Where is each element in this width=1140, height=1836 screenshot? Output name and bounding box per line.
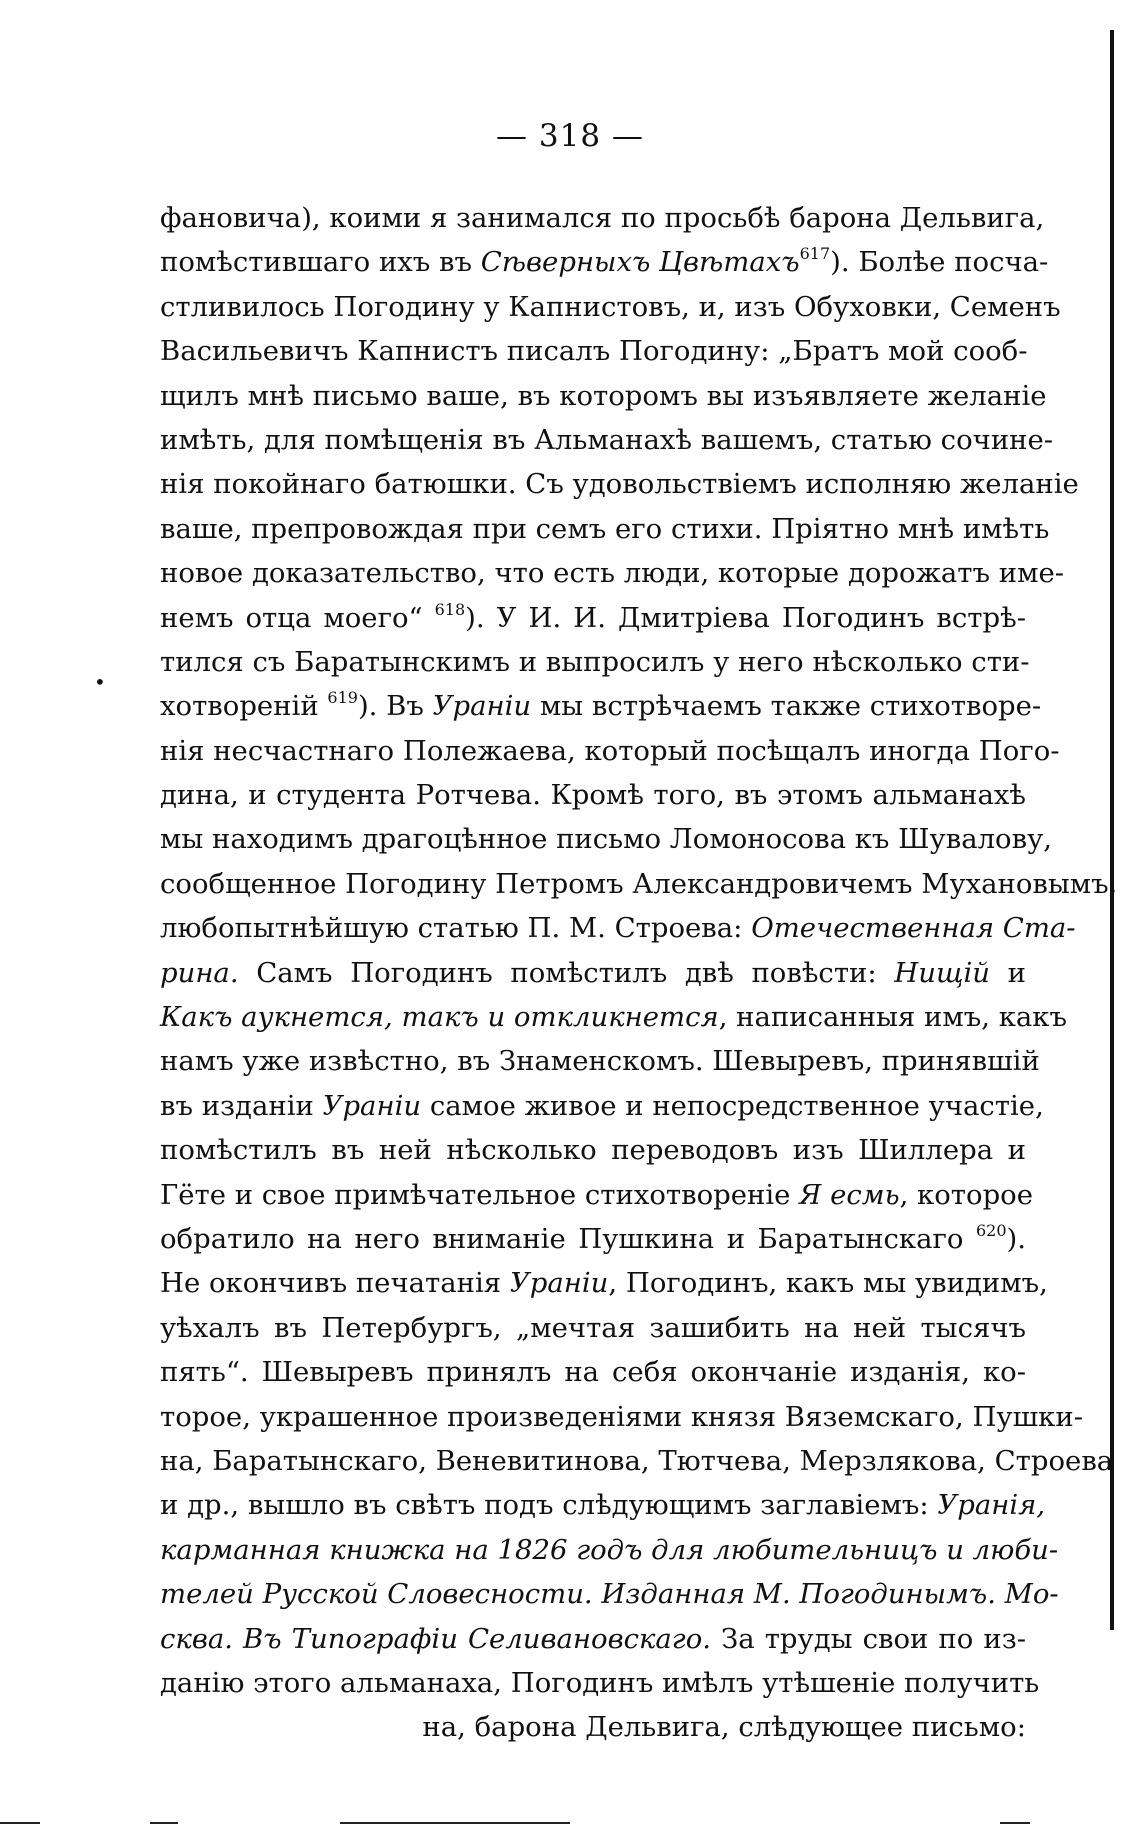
footnote-ref: 620 — [975, 1220, 1007, 1240]
text-line: немъ отца моего“ $^{618}$). У И. И. Дмитріева Погодинъ встрѣ- — [160, 599, 1026, 634]
text-line: Васильевичъ Капнистъ писалъ Погодину: „Братъ мой сооб- — [160, 335, 1028, 368]
text-line: данію этого альманаха, Погодинъ имѣлъ утѣшеніе получить — [160, 1666, 1040, 1699]
text-line: помѣстилъ въ ней нѣсколько переводовъ изъ Шиллера и — [160, 1134, 1026, 1167]
bottom-rule — [150, 1822, 178, 1824]
text-line: уѣхалъ въ Петербургъ, „мечтая зашибить на ней тысячъ — [160, 1311, 1026, 1344]
text-line: въ изданіи Ураніи самое живое и непосредственное участіе, — [160, 1089, 1044, 1122]
margin-mark: • — [94, 670, 106, 694]
bottom-rule — [1000, 1822, 1030, 1824]
text-line: и др., вышло въ свѣтъ подъ слѣдующимъ заглавіемъ: Уранія, — [160, 1489, 1046, 1522]
footnote-ref: 617 — [799, 244, 831, 264]
text-line: стливилось Погодину у Капнистовъ, и, изъ Обуховки, Семенъ — [160, 290, 1061, 323]
text-line: ваше, препровождая при семъ его стихи. Пріятно мнѣ имѣть — [160, 512, 1050, 545]
text-line: пять“. Шевыревъ принялъ на себя окончаніе изданія, ко- — [160, 1356, 1026, 1389]
page-number: — 318 — — [496, 118, 644, 154]
text-line: тился съ Баратынскимъ и выпросилъ у него нѣсколько сти- — [160, 645, 1030, 678]
text-line: имѣть, для помѣщенія въ Альманахѣ вашемъ, статью сочине- — [160, 423, 1054, 456]
text-line: рина. Самъ Погодинъ помѣстилъ двѣ повѣсти: Нищій и — [160, 956, 1026, 989]
text-line: новое доказательство, что есть люди, которые дорожатъ име- — [160, 557, 1065, 590]
text-line: карманная книжка на 1826 годъ для любительницъ и люби- — [160, 1533, 1059, 1566]
text-line: помѣстившаго ихъ въ Сѣверныхъ Цвѣтахъ$^{617}$). Болѣе посча- — [160, 244, 1049, 279]
text-line: на, Баратынскаго, Веневитинова, Тютчева, Мерзлякова, Строева — [160, 1444, 1114, 1477]
text-line: сообщенное Погодину Петромъ Александровичемъ Мухановымъ, — [160, 867, 1118, 900]
text-line: нія покойнаго батюшки. Съ удовольствіемъ исполняю желаніе — [160, 468, 1079, 501]
bottom-rule — [0, 1822, 40, 1824]
body-text — [160, 196, 1118, 1750]
text-line: дина, и студента Ротчева. Кромѣ того, въ этомъ альманахѣ — [160, 779, 1026, 812]
text-line: мы находимъ драгоцѣнное письмо Ломоносова къ Шувалову, — [160, 823, 1053, 856]
text-line: Не окончивъ печатанія Ураніи, Погодинъ, какъ мы увидимъ, — [160, 1267, 1048, 1300]
text-line: телей Русской Словесности. Изданная М. Погодинымъ. Мо- — [160, 1578, 1059, 1611]
text-line: торое, украшенное произведеніями князя Вяземскаго, Пушки- — [160, 1400, 1083, 1433]
text-line: сква. Въ Типографіи Селивановскаго. За труды свои по из- — [160, 1622, 1027, 1655]
text-line: щилъ мнѣ письмо ваше, въ которомъ вы изъявляете желаніе — [160, 379, 1047, 412]
footnote-ref: 619 — [327, 688, 358, 708]
page-edge-shadow — [1110, 30, 1114, 1630]
bottom-rule — [340, 1822, 570, 1824]
footnote-ref: 618 — [434, 599, 466, 619]
text-line: фановича), коими я занимался по просьбѣ барона Дельвига, — [160, 202, 1045, 234]
text-line: Какъ аукнется, такъ и откликнется, написанныя имъ, какъ — [160, 1001, 1067, 1034]
text-line: обратило на него вниманіе Пушкина и Баратынскаго $^{620}$). — [160, 1220, 1026, 1255]
text-line: любопытнѣйшую статью П. М. Строева: Отечественная Ста- — [160, 912, 1076, 945]
text-line: хотвореній $^{619}$). Въ Ураніи мы встрѣчаемъ также стихотворе- — [160, 688, 1042, 723]
text-line: намъ уже извѣстно, въ Знаменскомъ. Шевыревъ, принявшій — [160, 1045, 1040, 1078]
text-line: Гёте и свое примѣчательное стихотвореніе Я есмь, которое — [160, 1178, 1034, 1211]
text-line: нія несчастнаго Полежаева, который посѣщалъ иногда Пого- — [160, 734, 1060, 767]
text-line: на, барона Дельвига, слѣдующее письмо: — [422, 1711, 1026, 1744]
